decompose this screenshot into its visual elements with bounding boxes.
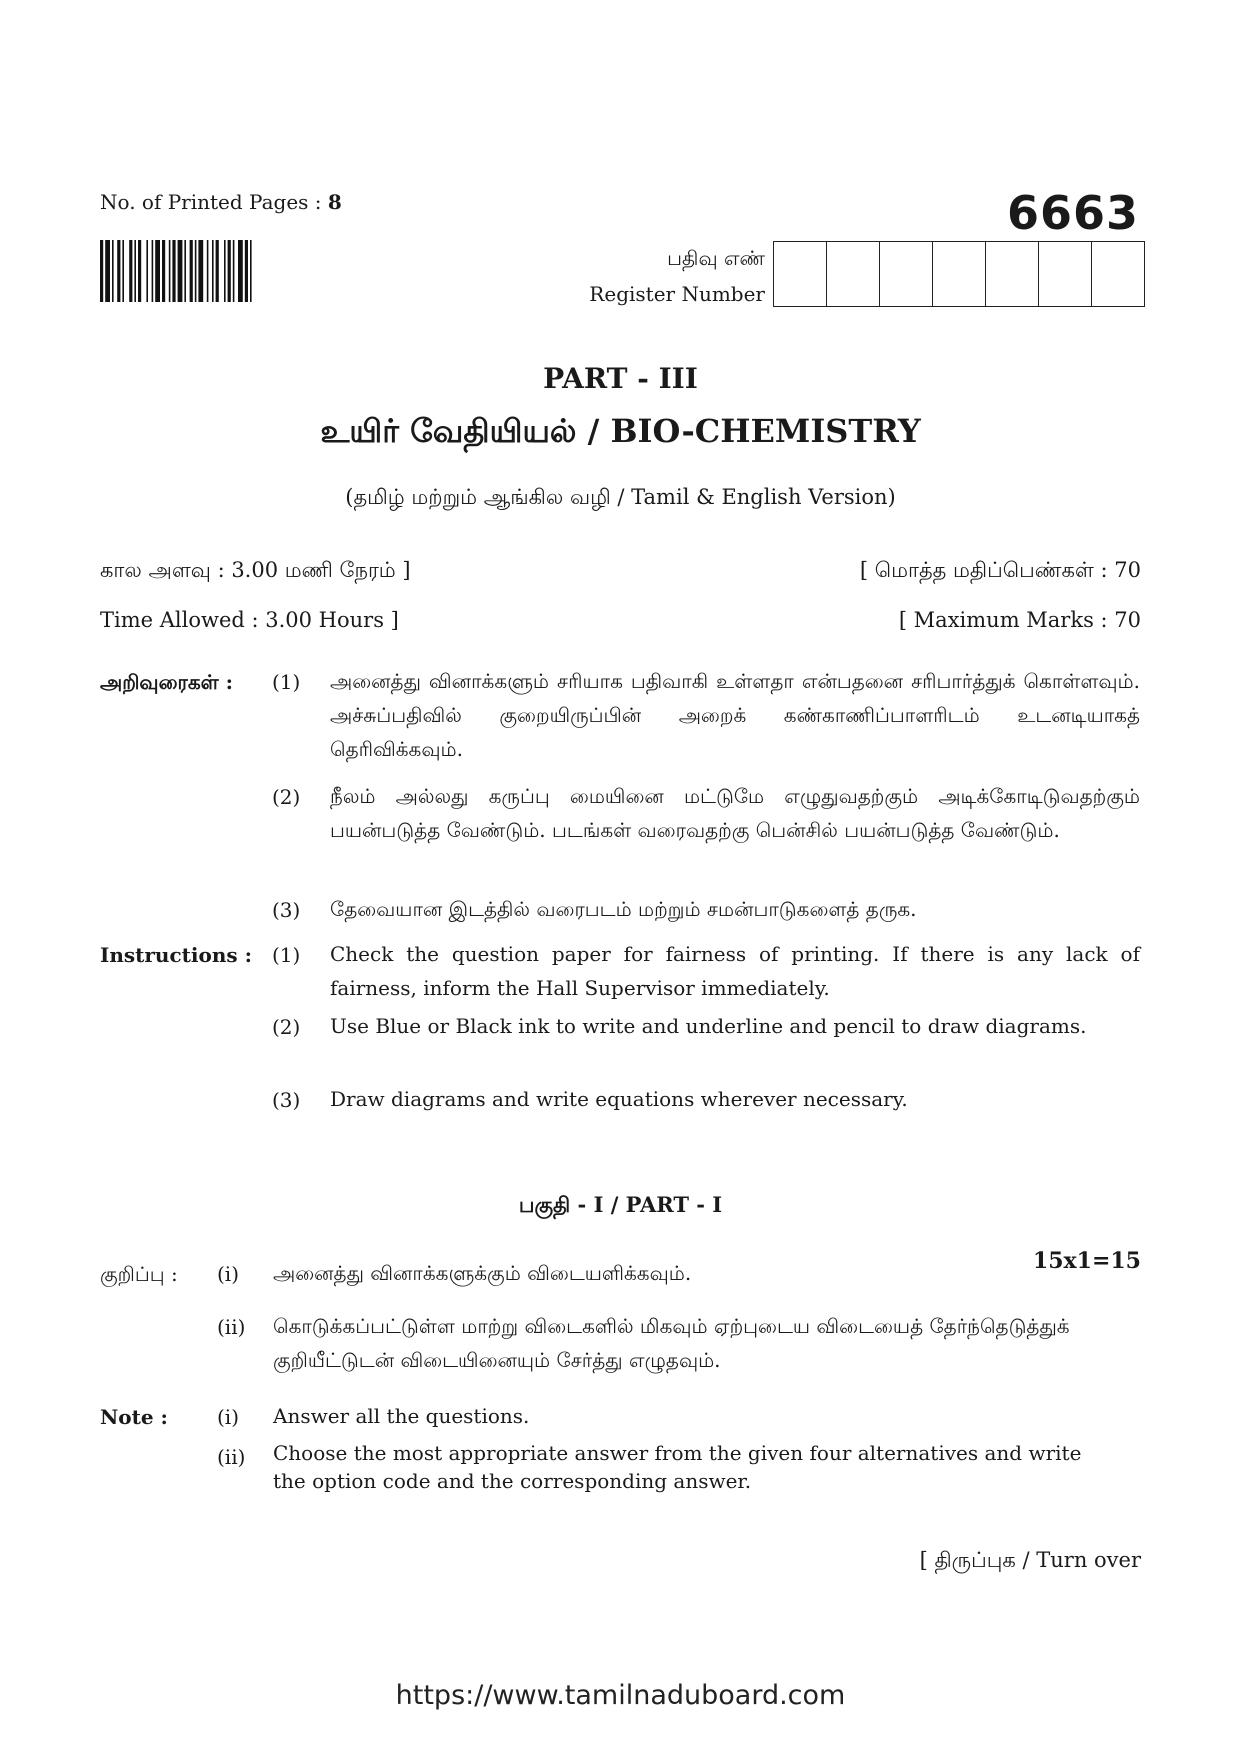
register-number-boxes[interactable] xyxy=(773,241,1145,307)
instruction-english-number: (2) xyxy=(272,1015,301,1039)
note-english-heading: Note : xyxy=(100,1405,168,1429)
note-tamil-text: கொடுக்கப்பட்டுள்ள மாற்று விடைகளில் மிகவும் ஏற்புடைய விடையைத் தேர்ந்தெடுத்துக் குறியீட்டுடன் விடையினையும் சேர்த்து எழுதவும். xyxy=(273,1314,1070,1372)
instructions-english-heading: Instructions : xyxy=(100,943,252,967)
note-english-number: (ii) xyxy=(217,1445,246,1469)
register-number-label xyxy=(520,240,765,312)
note-tamil-number: (i) xyxy=(217,1262,240,1286)
subject-title: உயிர் வேதியியல் / BIO-CHEMISTRY xyxy=(320,412,921,450)
instruction-english-text: Check the question paper for fairness of printing. If there is any lack of fairness, inform the Hall Supervisor immediately. xyxy=(330,942,1140,1000)
register-digit-box[interactable] xyxy=(1039,242,1092,306)
part-title: PART - III xyxy=(543,362,698,395)
register-label-tamil: பதிவு எண் xyxy=(667,246,765,270)
instruction-tamil-number: (2) xyxy=(272,785,301,809)
register-digit-box[interactable] xyxy=(986,242,1039,306)
paper-code: 6663 xyxy=(1006,186,1139,240)
maximum-marks-tamil: [ மொத்த மதிப்பெண்கள் : 70 xyxy=(859,558,1141,582)
maximum-marks-english: [ Maximum Marks : 70 xyxy=(898,608,1141,632)
note-english-text: Choose the most appropriate answer from the given four alternatives and write the option code and the corresponding answer. xyxy=(273,1441,1082,1493)
time-allowed-english: Time Allowed : 3.00 Hours ] xyxy=(100,608,399,632)
register-label-english: Register Number xyxy=(589,282,765,306)
printed-pages-label: No. of Printed Pages : xyxy=(100,190,322,214)
note-english-text: Answer all the questions. xyxy=(273,1404,530,1428)
note-tamil-heading: குறிப்பு : xyxy=(100,1262,178,1286)
note-tamil-number: (ii) xyxy=(217,1315,246,1339)
printed-pages-value: 8 xyxy=(327,190,342,214)
note-tamil-text: அனைத்து வினாக்களுக்கும் விடையளிக்கவும். xyxy=(273,1261,692,1285)
instruction-english-number: (3) xyxy=(272,1088,301,1112)
register-digit-box[interactable] xyxy=(880,242,933,306)
note-english-number: (i) xyxy=(217,1405,240,1429)
register-digit-box[interactable] xyxy=(933,242,986,306)
section-marks: 15x1=15 xyxy=(1032,1248,1141,1274)
printed-pages xyxy=(100,190,342,214)
register-digit-box[interactable] xyxy=(774,242,827,306)
barcode-icon xyxy=(100,240,378,302)
time-allowed-tamil: கால அளவு : 3.00 மணி நேரம் ] xyxy=(100,558,411,582)
instruction-tamil-text: நீலம் அல்லது கருப்பு மையினை மட்டுமே எழுதுவதற்கும் அடிக்கோடிடுவதற்கும் பயன்படுத்த வேண்டும். படங்கள் வரைவதற்கு பென்சில் பயன்படுத்த வேண்டும். xyxy=(330,784,1140,842)
section-title: பகுதி - I / PART - I xyxy=(518,1192,723,1217)
register-digit-box[interactable] xyxy=(1092,242,1144,306)
version-line: (தமிழ் மற்றும் ஆங்கில வழி / Tamil & English Version) xyxy=(345,485,896,509)
instruction-english-text: Use Blue or Black ink to write and underline and pencil to draw diagrams. xyxy=(330,1014,1087,1038)
register-digit-box[interactable] xyxy=(827,242,880,306)
instruction-tamil-text: அனைத்து வினாக்களும் சரியாக பதிவாகி உள்ளதா என்பதனை சரிபார்த்துக் கொள்ளவும். அச்சுப்பதிவில் குறையிருப்பின் அறைக் கண்காணிப்பாளரிடம் உடனடியாகத் தெரிவிக்கவும். xyxy=(330,669,1140,761)
instruction-english-number: (1) xyxy=(272,943,301,967)
instruction-tamil-number: (1) xyxy=(272,670,301,694)
instruction-tamil-text: தேவையான இடத்தில் வரைபடம் மற்றும் சமன்பாடுகளைத் தருக. xyxy=(330,897,917,921)
instruction-english-text: Draw diagrams and write equations wherever necessary. xyxy=(330,1087,908,1111)
turn-over: [ திருப்புக / Turn over xyxy=(919,1548,1141,1572)
instructions-tamil-heading: அறிவுரைகள் : xyxy=(100,670,234,694)
instruction-tamil-number: (3) xyxy=(272,898,301,922)
footer-url[interactable]: https://www.tamilnaduboard.com xyxy=(395,1680,846,1711)
